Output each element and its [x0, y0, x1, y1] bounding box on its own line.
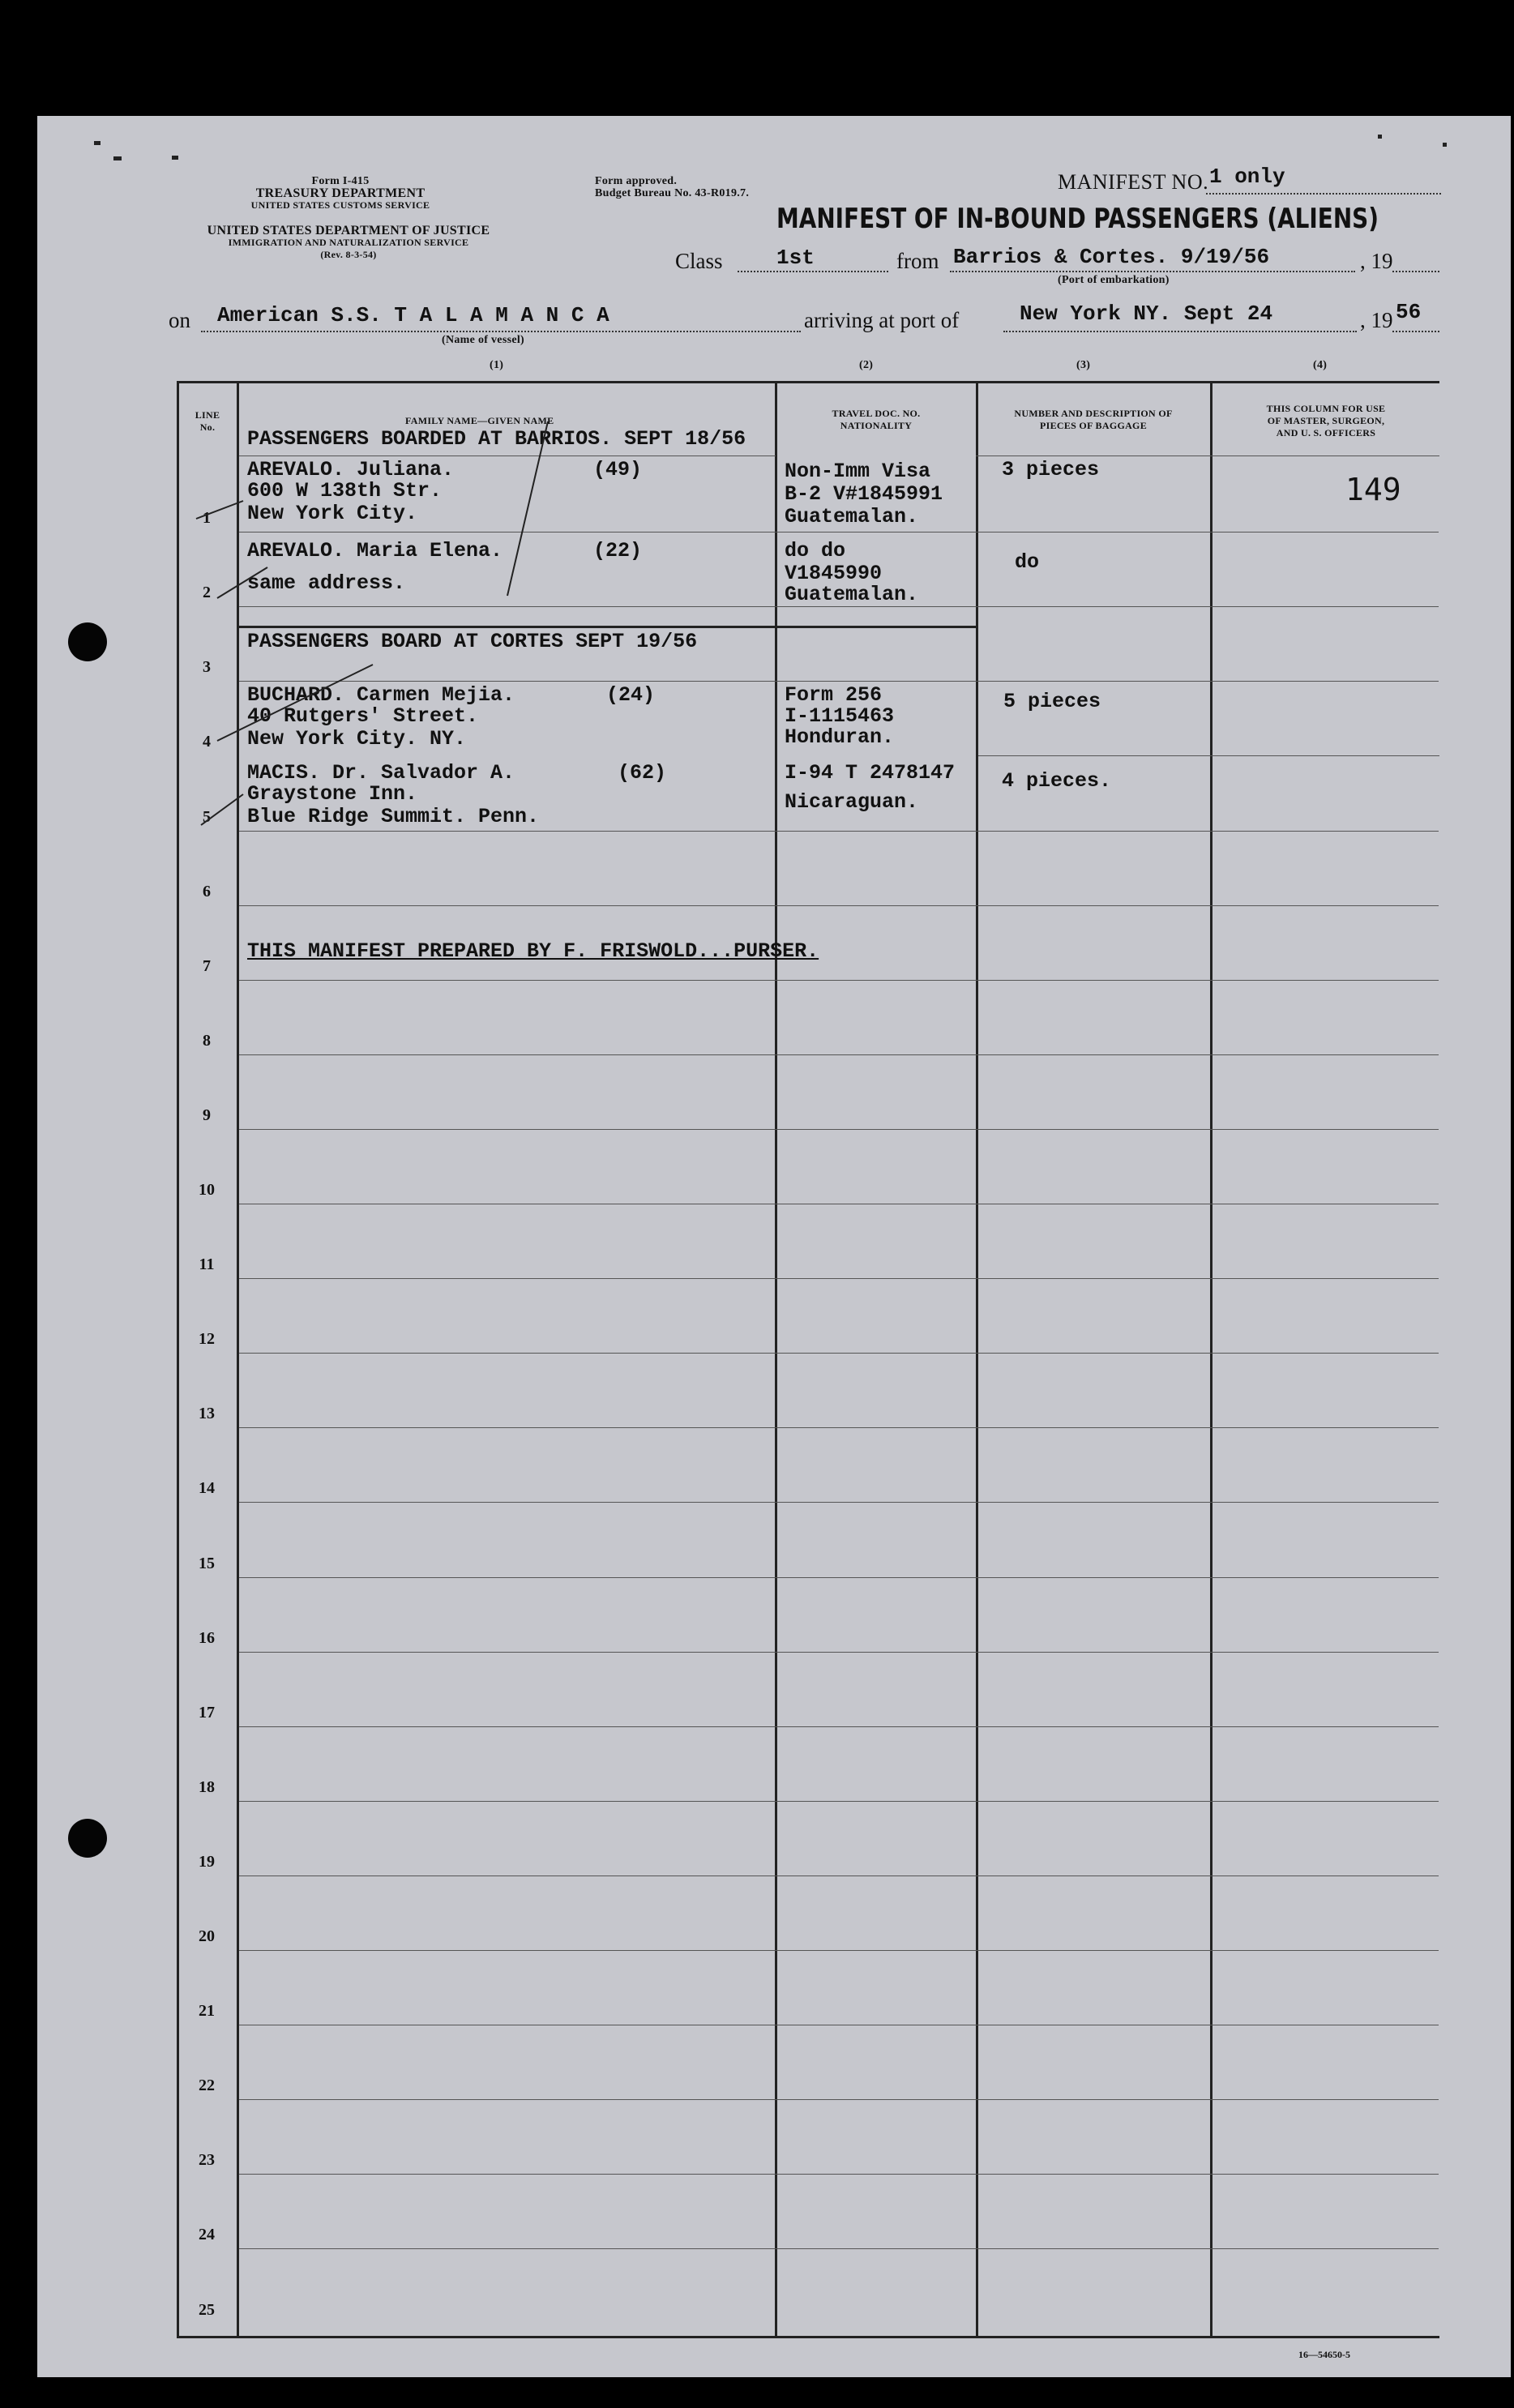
p4-baggage: 4 pieces. — [1002, 769, 1112, 793]
p2-doc-2: V1845990 — [785, 562, 883, 585]
line-number: 1 — [203, 509, 211, 527]
header-baggage: NUMBER AND DESCRIPTION OF PIECES OF BAGGAGE — [1014, 408, 1173, 431]
p4-doc-2: Nicaraguan. — [785, 790, 919, 814]
line-number: 25 — [199, 2301, 215, 2319]
p1-age: (49) — [593, 458, 643, 481]
p3-address-1: 40 Rutgers' Street. — [247, 704, 479, 728]
section-boarded-barrios: PASSENGERS BOARDED AT BARRIOS. SEPT 18/56 — [247, 427, 746, 451]
p1-doc-3: Guatemalan. — [785, 505, 919, 528]
form-number: Form I-415 — [311, 175, 370, 187]
line-number: 2 — [203, 584, 211, 601]
pencil-check — [217, 567, 267, 598]
p2-doc-3: Guatemalan. — [785, 583, 919, 606]
p3-doc-1: Form 256 — [785, 683, 883, 707]
p3-address-2: New York City. NY. — [247, 727, 467, 751]
form-approved: Form approved. — [595, 175, 678, 187]
year-label-1: , 19 — [1360, 249, 1393, 273]
p4-address-1: Graystone Inn. — [247, 782, 418, 806]
line-number: 8 — [203, 1032, 211, 1050]
from-label: from — [896, 249, 939, 273]
p2-baggage: do — [1015, 550, 1040, 574]
year-label-2: , 19 — [1360, 308, 1393, 332]
customs-service: UNITED STATES CUSTOMS SERVICE — [250, 199, 430, 211]
p3-age: (24) — [606, 683, 656, 707]
line-number: 10 — [199, 1181, 215, 1199]
line-number: 4 — [203, 733, 211, 751]
naturalization-service: IMMIGRATION AND NATURALIZATION SERVICE — [228, 237, 469, 248]
line-number: 11 — [199, 1255, 215, 1273]
pencil-stroke — [507, 421, 548, 596]
line-number: 15 — [199, 1555, 215, 1572]
arriving-value: New York NY. Sept 24 — [1020, 302, 1273, 326]
from-value: Barrios & Cortes. 9/19/56 — [953, 245, 1270, 269]
p3-doc-2: I-1115463 — [785, 704, 895, 728]
p2-doc-1: do do — [785, 539, 846, 562]
header-family-name: FAMILY NAME—GIVEN NAME — [405, 415, 554, 426]
pencil-check — [217, 665, 373, 741]
vessel-caption: (Name of vessel) — [442, 334, 524, 346]
col-number-2: (2) — [859, 359, 874, 371]
section-boarded-cortes: PASSENGERS BOARD AT CORTES SEPT 19/56 — [247, 630, 698, 653]
header-officers: THIS COLUMN FOR USE OF MASTER, SURGEON, AND U. S. OFFICERS — [1266, 403, 1386, 438]
line-number: 24 — [199, 2226, 215, 2243]
line-number: 17 — [199, 1704, 215, 1722]
port-caption: (Port of embarkation) — [1058, 274, 1170, 286]
p3-baggage: 5 pieces — [1003, 690, 1101, 713]
footer-code: 16—54650-5 — [1298, 2349, 1350, 2360]
vessel-value: American S.S. T A L A M A N C A — [217, 303, 609, 327]
page-title: MANIFEST OF IN-BOUND PASSENGERS (ALIENS) — [776, 203, 1379, 235]
class-value: 1st — [776, 246, 815, 270]
prepared-by: THIS MANIFEST PREPARED BY F. FRISWOLD...PURSER. — [247, 939, 819, 963]
revision: (Rev. 8-3-54) — [320, 249, 377, 260]
p1-officer-note: 149 — [1345, 472, 1401, 507]
line-number: 18 — [199, 1778, 215, 1796]
year-value-2: 56 — [1396, 300, 1422, 324]
p1-name: AREVALO. Juliana. — [247, 458, 455, 481]
line-number: 20 — [199, 1927, 215, 1945]
line-number: 5 — [203, 808, 211, 826]
p1-address-2: New York City. — [247, 502, 418, 525]
col-number-3: (3) — [1076, 359, 1091, 371]
col-number-1: (1) — [490, 359, 504, 371]
col-number-4: (4) — [1313, 359, 1328, 371]
manifest-no-value: 1 only — [1209, 165, 1285, 189]
line-number: 19 — [199, 1853, 215, 1871]
line-number: 21 — [199, 2002, 215, 2020]
p4-name: MACIS. Dr. Salvador A. — [247, 761, 515, 785]
line-number: 7 — [203, 957, 211, 975]
p1-baggage: 3 pieces — [1002, 458, 1100, 481]
p2-age: (22) — [593, 539, 643, 562]
p3-name: BUCHARD. Carmen Mejia. — [247, 683, 515, 707]
line-number: 12 — [199, 1330, 215, 1348]
header-line-no: LINE No. — [195, 409, 220, 433]
line-number: 16 — [199, 1629, 215, 1647]
line-number: 23 — [199, 2151, 215, 2169]
p1-doc-1: Non-Imm Visa — [785, 460, 931, 483]
p2-address-1: same address. — [247, 571, 406, 595]
line-number: 13 — [199, 1405, 215, 1422]
manifest-no-label: MANIFEST NO. — [1058, 170, 1209, 194]
line-number: 9 — [203, 1106, 211, 1124]
p4-doc-1: I-94 T 2478147 — [785, 761, 956, 785]
class-label: Class — [675, 249, 723, 273]
p1-address-1: 600 W 138th Str. — [247, 479, 443, 503]
p2-name: AREVALO. Maria Elena. — [247, 539, 503, 562]
line-number: 6 — [203, 883, 211, 900]
justice-department: UNITED STATES DEPARTMENT OF JUSTICE — [207, 224, 490, 237]
budget-bureau: Budget Bureau No. 43-R019.7. — [595, 187, 750, 199]
p4-address-2: Blue Ridge Summit. Penn. — [247, 805, 540, 828]
on-label: on — [169, 308, 190, 332]
pencil-check — [201, 794, 243, 825]
p3-doc-3: Honduran. — [785, 725, 895, 749]
arriving-label: arriving at port of — [804, 308, 960, 332]
line-number: 14 — [199, 1479, 215, 1497]
line-number: 3 — [203, 658, 211, 676]
treasury-department: TREASURY DEPARTMENT — [255, 186, 426, 200]
p1-doc-2: B-2 V#1845991 — [785, 482, 943, 506]
header-travel-doc: TRAVEL DOC. NO. NATIONALITY — [832, 408, 921, 431]
pencil-check — [196, 501, 243, 519]
p4-age: (62) — [618, 761, 667, 785]
line-number: 22 — [199, 2077, 215, 2094]
